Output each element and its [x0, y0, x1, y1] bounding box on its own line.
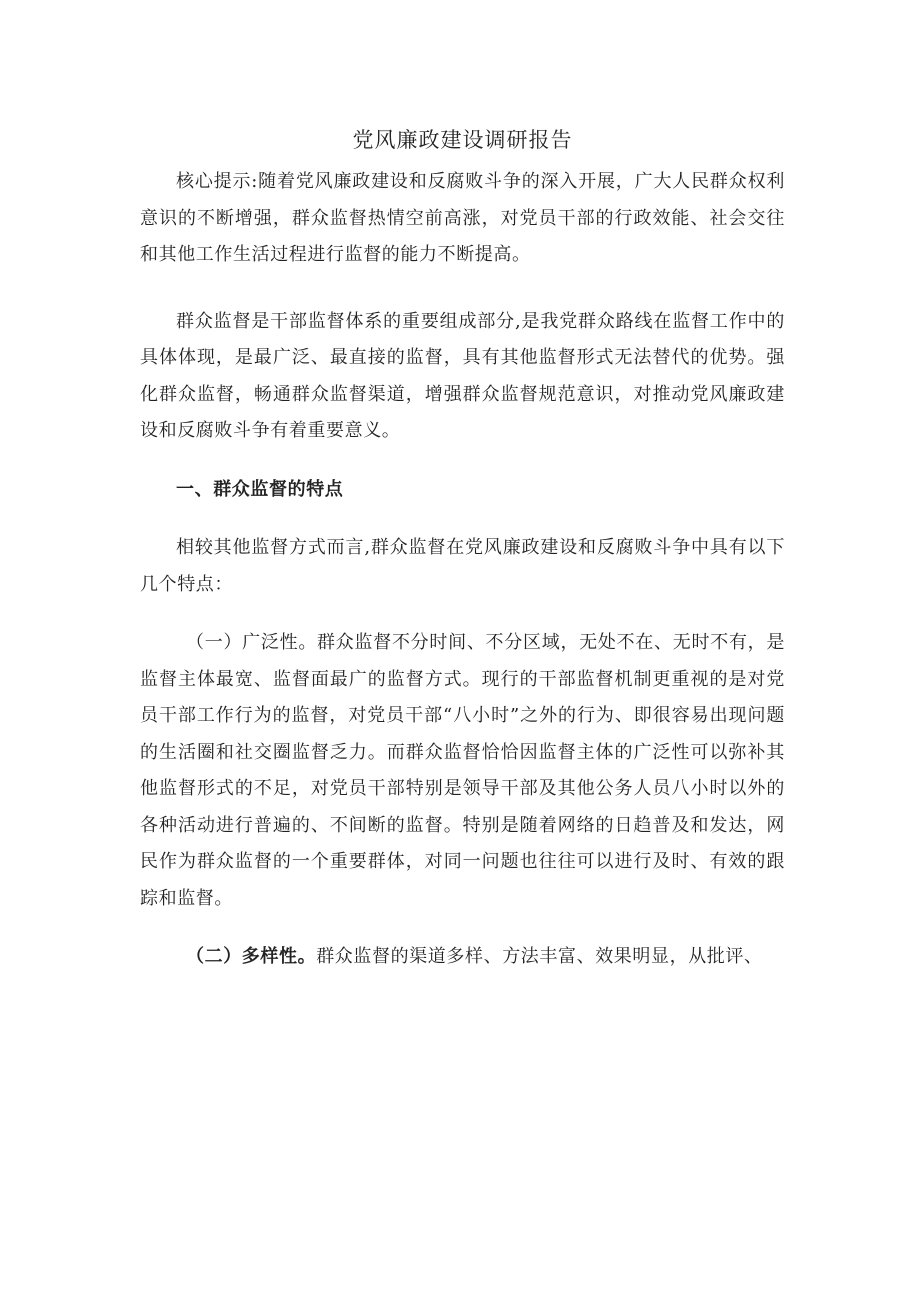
- intro-paragraph: 群众监督是干部监督体系的重要组成部分,是我党群众路线在监督工作中的具体体现，是最广泛、最直接的监督，具有其他监督形式无法替代的优势。强化群众监督，畅通群众监督渠道，增强群众监督规范意识，对推动党风廉政建设和反腐败斗争有着重要意义。: [140, 310, 785, 441]
- document-title: 党风廉政建设调研报告: [352, 128, 573, 152]
- item-diversity-paragraph: [140, 939, 785, 976]
- summary-paragraph: 核心提示:随着党风廉政建设和反腐败斗争的深入开展，广大人民群众权利意识的不断增强，群众监督热情空前高涨，对党员干部的行政效能、社会交往和其他工作生活过程进行监督的能力不断提高。: [140, 171, 785, 265]
- section-heading: 一、群众监督的特点: [176, 478, 344, 500]
- document-page: [140, 118, 785, 976]
- item-breadth-paragraph: （一）广泛性。群众监督不分时间、不分区域，无处不在、无时不有，是监督主体最宽、监督面最广的监督方式。现行的干部监督机制更重视的是对党员干部工作行为的监督，对党员干部“八小时”之外的行为、即很容易出现问题的生活圈和社交圈监督乏力。而群众监督恰恰因监督主体的广泛性可以弥补其他监督形式的不足，对党员干部特别是领导干部及其他公务人员八小时以外的各种活动进行普遍的、不间断的监督。特别是随着网络的日趋普及和发达，网民作为群众监督的一个重要群体，对同一问题也往往可以进行及时、有效的跟踪和监督。: [140, 632, 785, 909]
- item-diversity-label: （二）多样性。: [186, 946, 317, 967]
- section-lead-paragraph: 相较其他监督方式而言,群众监督在党风廉政建设和反腐败斗争中具有以下几个特点：: [140, 537, 785, 595]
- item-diversity-text: 群众监督的渠道多样、方法丰富、效果明显，从批评、: [316, 946, 763, 967]
